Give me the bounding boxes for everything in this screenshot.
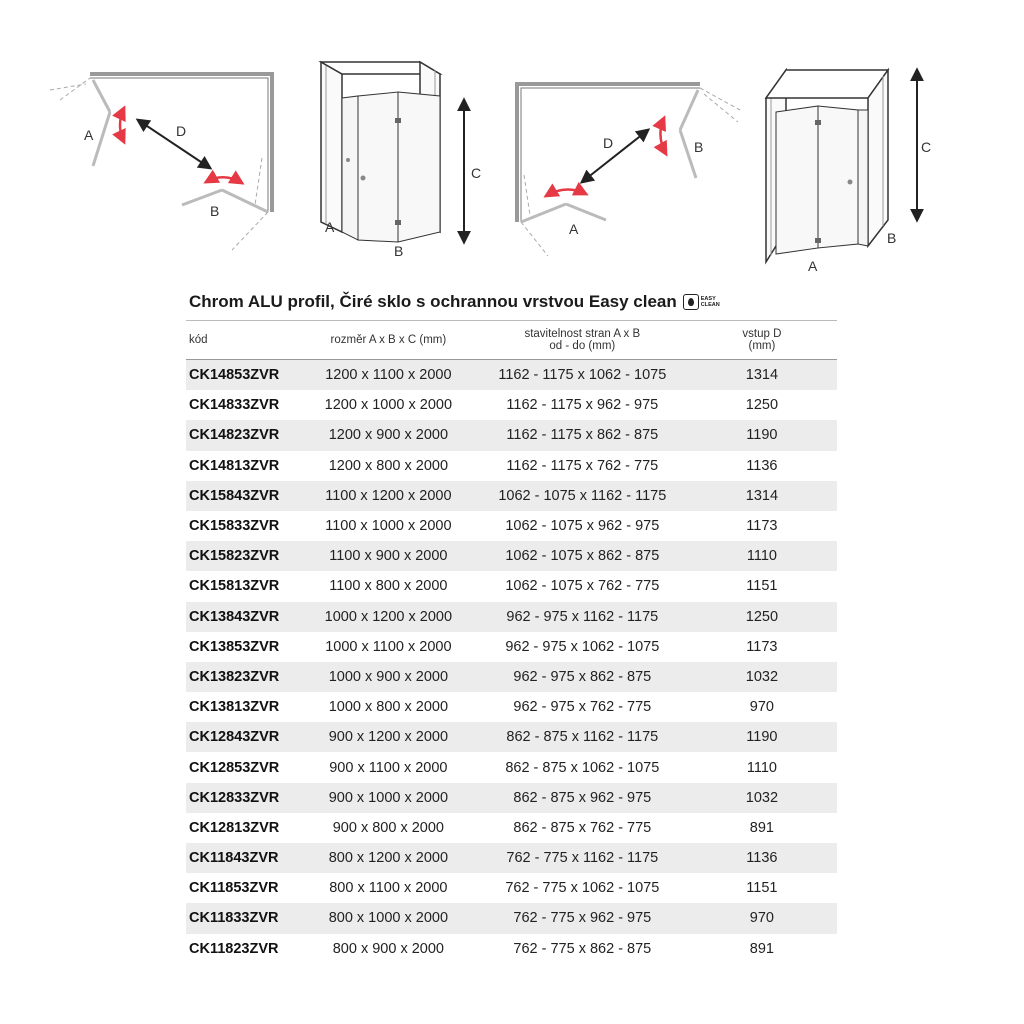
table-row	[186, 571, 837, 601]
dimensions-cell: 800 x 900 x 2000	[332, 940, 444, 957]
product-code-cell: CK14813ZVR	[189, 457, 280, 474]
dimensions-cell: 800 x 1200 x 2000	[299, 843, 478, 873]
drop-icon	[683, 294, 699, 310]
label-a: A	[325, 219, 335, 235]
plan-diagram-right	[517, 84, 740, 256]
product-code-cell: CK12833ZVR	[186, 783, 299, 813]
adjustability-cell: 962 - 975 x 762 - 775	[513, 699, 652, 716]
label-a: A	[569, 221, 579, 237]
entry-width-cell: 1110	[746, 759, 777, 776]
plan-diagram-left	[50, 74, 272, 250]
dimensions-cell: 900 x 1000 x 2000	[299, 783, 478, 813]
table-row	[186, 420, 837, 450]
entry-width-cell: 1136	[746, 457, 778, 474]
table-row	[186, 903, 837, 933]
table-row	[186, 632, 837, 662]
easy-clean-badge	[683, 294, 720, 310]
table-row	[186, 783, 837, 813]
dimensions-cell: 1000 x 1200 x 2000	[299, 602, 478, 632]
label-d: D	[603, 135, 614, 151]
header-code: kód	[186, 321, 299, 360]
product-code-cell: CK13823ZVR	[186, 662, 299, 692]
label-c: C	[921, 139, 932, 155]
label-b: B	[887, 230, 897, 246]
adjustability-cell: 962 - 975 x 862 - 875	[478, 662, 687, 692]
entry-width-cell: 891	[749, 940, 774, 957]
adjustability-cell: 862 - 875 x 962 - 975	[478, 783, 687, 813]
entry-width-cell: 1190	[687, 722, 837, 752]
entry-width-cell: 1250	[687, 602, 837, 632]
product-code-cell: CK13813ZVR	[189, 699, 280, 716]
adjustability-cell: 762 - 775 x 1062 - 1075	[505, 880, 660, 897]
table-row	[186, 360, 837, 391]
entry-width-cell: 1151	[746, 880, 778, 897]
adjustability-cell: 762 - 775 x 1162 - 1175	[478, 843, 687, 873]
dimensions-cell: 900 x 1100 x 2000	[329, 759, 448, 776]
entry-width-cell: 1032	[687, 783, 837, 813]
adjustability-cell: 1062 - 1075 x 962 - 975	[505, 518, 660, 535]
table-row	[186, 451, 837, 481]
product-code-cell: CK12853ZVR	[189, 759, 280, 776]
dimensions-cell: 1200 x 800 x 2000	[328, 457, 449, 474]
dimensions-cell: 1000 x 1100 x 2000	[325, 638, 452, 655]
label-b: B	[694, 139, 704, 155]
header-entry: vstup D (mm)	[687, 321, 837, 360]
table-row	[186, 511, 837, 541]
badge-line1: EASY	[700, 296, 716, 302]
product-code-cell: CK14823ZVR	[186, 420, 299, 450]
label-b: B	[210, 203, 220, 219]
table-row	[186, 934, 837, 964]
product-code-cell: CK13853ZVR	[189, 638, 280, 655]
table-row	[186, 662, 837, 692]
entry-width-cell: 1032	[687, 662, 837, 692]
table-row	[186, 602, 837, 632]
dimensions-cell: 1100 x 900 x 2000	[299, 541, 478, 571]
dimensions-cell: 1100 x 1000 x 2000	[325, 518, 452, 535]
product-title	[189, 292, 720, 312]
label-c: C	[471, 165, 482, 181]
entry-width-cell: 1250	[745, 397, 779, 414]
entry-width-cell: 1136	[687, 843, 837, 873]
product-code-cell: CK11823ZVR	[189, 940, 279, 957]
product-code-cell: CK11843ZVR	[186, 843, 299, 873]
table-row	[186, 873, 837, 903]
table-row	[186, 481, 837, 511]
product-title-text: Chrom ALU profil, Čiré sklo s ochrannou vrstvou Easy clean	[189, 292, 677, 311]
table-row	[186, 752, 837, 782]
label-a: A	[808, 258, 818, 274]
adjustability-cell: 1062 - 1075 x 862 - 875	[478, 541, 687, 571]
table-header-row	[186, 321, 837, 360]
dimensions-cell: 900 x 800 x 2000	[332, 819, 444, 836]
table-row	[186, 843, 837, 873]
product-code-cell: CK13843ZVR	[186, 602, 299, 632]
adjustability-cell: 962 - 975 x 1062 - 1075	[505, 638, 660, 655]
entry-width-cell: 1190	[687, 420, 837, 450]
entry-width-cell: 1173	[746, 638, 778, 655]
product-code-cell: CK15823ZVR	[186, 541, 299, 571]
entry-width-cell: 1173	[746, 518, 778, 535]
dimensions-cell: 1200 x 1000 x 2000	[324, 397, 453, 414]
product-code-cell: CK15813ZVR	[189, 578, 280, 595]
entry-width-cell: 1314	[687, 481, 837, 511]
table-row	[186, 390, 837, 420]
product-code-cell: CK12843ZVR	[186, 722, 299, 752]
dimensions-cell: 900 x 1200 x 2000	[299, 722, 478, 752]
table-body	[186, 360, 837, 964]
adjustability-cell: 1062 - 1075 x 1162 - 1175	[478, 481, 687, 511]
header-adjustability: stavitelnost stran A x B od - do (mm)	[478, 321, 687, 360]
elevation-diagram-left	[321, 62, 481, 259]
adjustability-cell: 762 - 775 x 962 - 975	[478, 903, 687, 933]
label-a: A	[84, 127, 94, 143]
dimensions-cell: 800 x 1100 x 2000	[329, 880, 448, 897]
product-code-cell: CK15833ZVR	[189, 518, 280, 535]
adjustability-cell: 1162 - 1175 x 962 - 975	[506, 397, 659, 414]
product-code-cell: CK11833ZVR	[186, 903, 299, 933]
dimensions-cell: 1100 x 1200 x 2000	[299, 481, 478, 511]
entry-width-cell: 1151	[746, 578, 778, 595]
product-table	[186, 320, 837, 964]
badge-line2: CLEAN	[700, 302, 720, 308]
adjustability-cell: 762 - 775 x 862 - 875	[513, 940, 652, 957]
entry-width-cell: 1110	[687, 541, 837, 571]
adjustability-cell: 862 - 875 x 762 - 775	[513, 819, 652, 836]
entry-width-cell: 970	[749, 699, 774, 716]
table-row	[186, 722, 837, 752]
adjustability-cell: 962 - 975 x 1162 - 1175	[478, 602, 687, 632]
product-code-cell: CK11853ZVR	[189, 880, 279, 897]
adjustability-cell: 1162 - 1175 x 762 - 775	[506, 457, 659, 474]
adjustability-cell: 862 - 875 x 1162 - 1175	[478, 722, 687, 752]
enclosure-diagrams	[30, 50, 980, 280]
adjustability-cell: 1062 - 1075 x 762 - 775	[505, 578, 660, 595]
header-size: rozměr A x B x C (mm)	[299, 321, 478, 360]
label-b: B	[394, 243, 404, 259]
adjustability-cell: 862 - 875 x 1062 - 1075	[505, 759, 660, 776]
dimensions-cell: 1000 x 900 x 2000	[299, 662, 478, 692]
entry-width-cell: 970	[687, 903, 837, 933]
elevation-diagram-right	[766, 70, 931, 274]
label-d: D	[176, 123, 187, 139]
entry-width-cell: 891	[749, 819, 774, 836]
table-row	[186, 541, 837, 571]
entry-width-cell: 1314	[687, 360, 837, 391]
dimensions-cell: 1100 x 800 x 2000	[329, 578, 448, 595]
product-code-cell: CK14833ZVR	[189, 397, 280, 414]
adjustability-cell: 1162 - 1175 x 1062 - 1075	[478, 360, 687, 391]
dimensions-cell: 1000 x 800 x 2000	[328, 699, 449, 716]
table-row	[186, 692, 837, 722]
dimensions-cell: 800 x 1000 x 2000	[299, 903, 478, 933]
adjustability-cell: 1162 - 1175 x 862 - 875	[478, 420, 687, 450]
table-row	[186, 813, 837, 843]
dimensions-cell: 1200 x 1100 x 2000	[299, 360, 478, 391]
product-code-cell: CK12813ZVR	[189, 819, 280, 836]
product-code-cell: CK15843ZVR	[186, 481, 299, 511]
dimensions-cell: 1200 x 900 x 2000	[299, 420, 478, 450]
product-code-cell: CK14853ZVR	[186, 360, 299, 391]
